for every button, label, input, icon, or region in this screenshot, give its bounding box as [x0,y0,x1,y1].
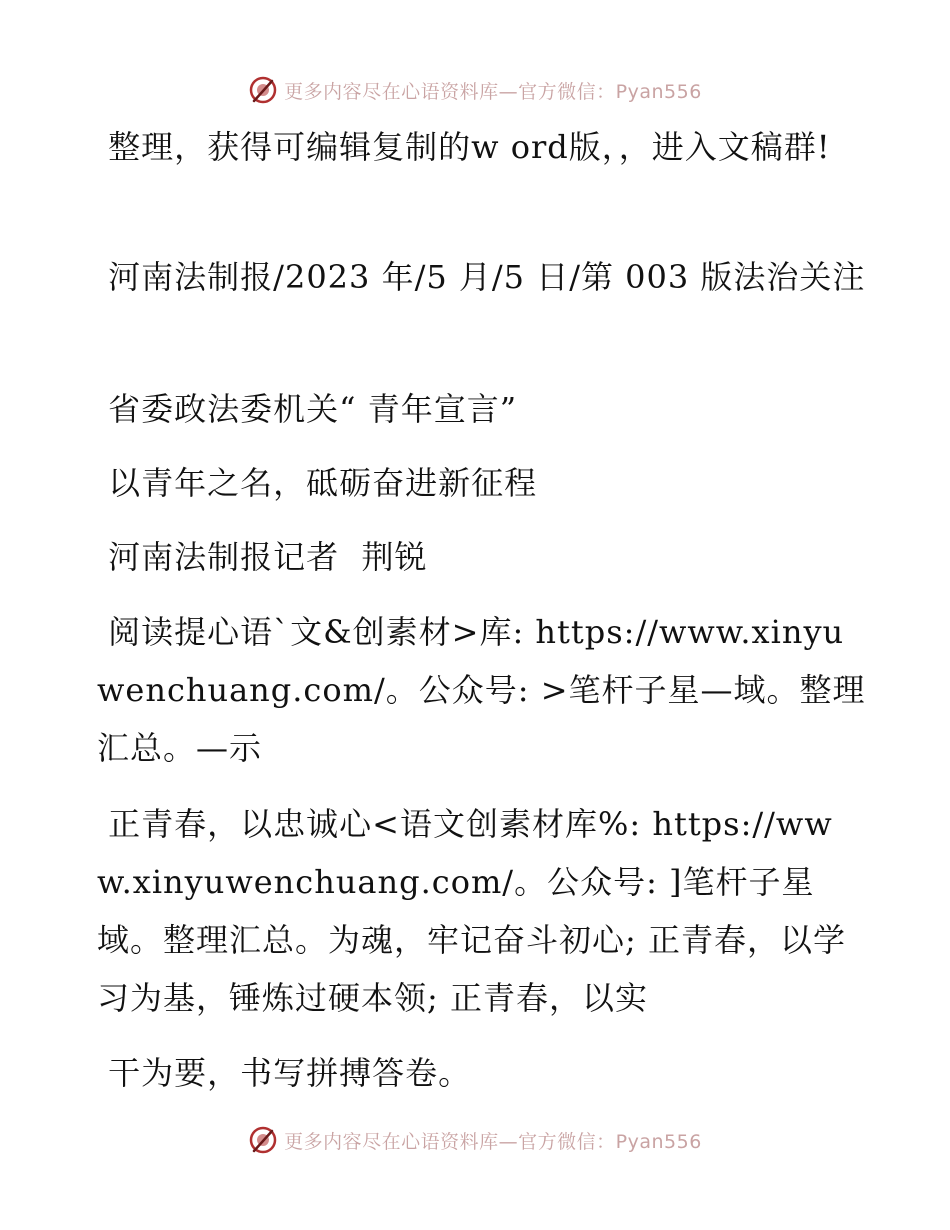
footer-banner [0,1122,950,1158]
paragraph-promo-1: 阅读提心语`文&创素材>库: https://www.xinyuwenchuang.com/。公众号: >笔杆子星—域。整理汇总。—示 [97,613,866,767]
paragraph-source: 河南法制报/2023 年/5 月/5 日/第 003 版法治关注 [97,258,866,296]
paragraph-intro: 整理，获得可编辑复制的w ord版，，进入文稿群! [97,128,831,166]
paragraph-title: 以青年之名，砥砺奋进新征程 [97,464,538,502]
seal-logo-icon [248,1125,278,1155]
paragraph-byline: 河南法制报记者 荆锐 [97,538,428,576]
paragraph-body: 正青春，以忠诚心<语文创素材库%: https://www.xinyuwenchuang.com/。公众号: ]笔杆子星域。整理汇总。为魂，牢记奋斗初心; 正青春，以学习为基，锤炼过硬本领; 正青春，以实 [97,805,846,1017]
paragraph-heading: 省委政法委机关“ 青年宣言” [97,390,518,428]
paragraph-closing: 干为要，书写拼搏答卷。 [97,1054,472,1092]
header-banner [0,72,950,108]
footer-banner-text: 更多内容尽在心语资料库—官方微信：Pyan556 [284,1130,702,1153]
seal-logo-icon [248,75,278,105]
header-banner-text: 更多内容尽在心语资料库—官方微信：Pyan556 [284,80,702,103]
